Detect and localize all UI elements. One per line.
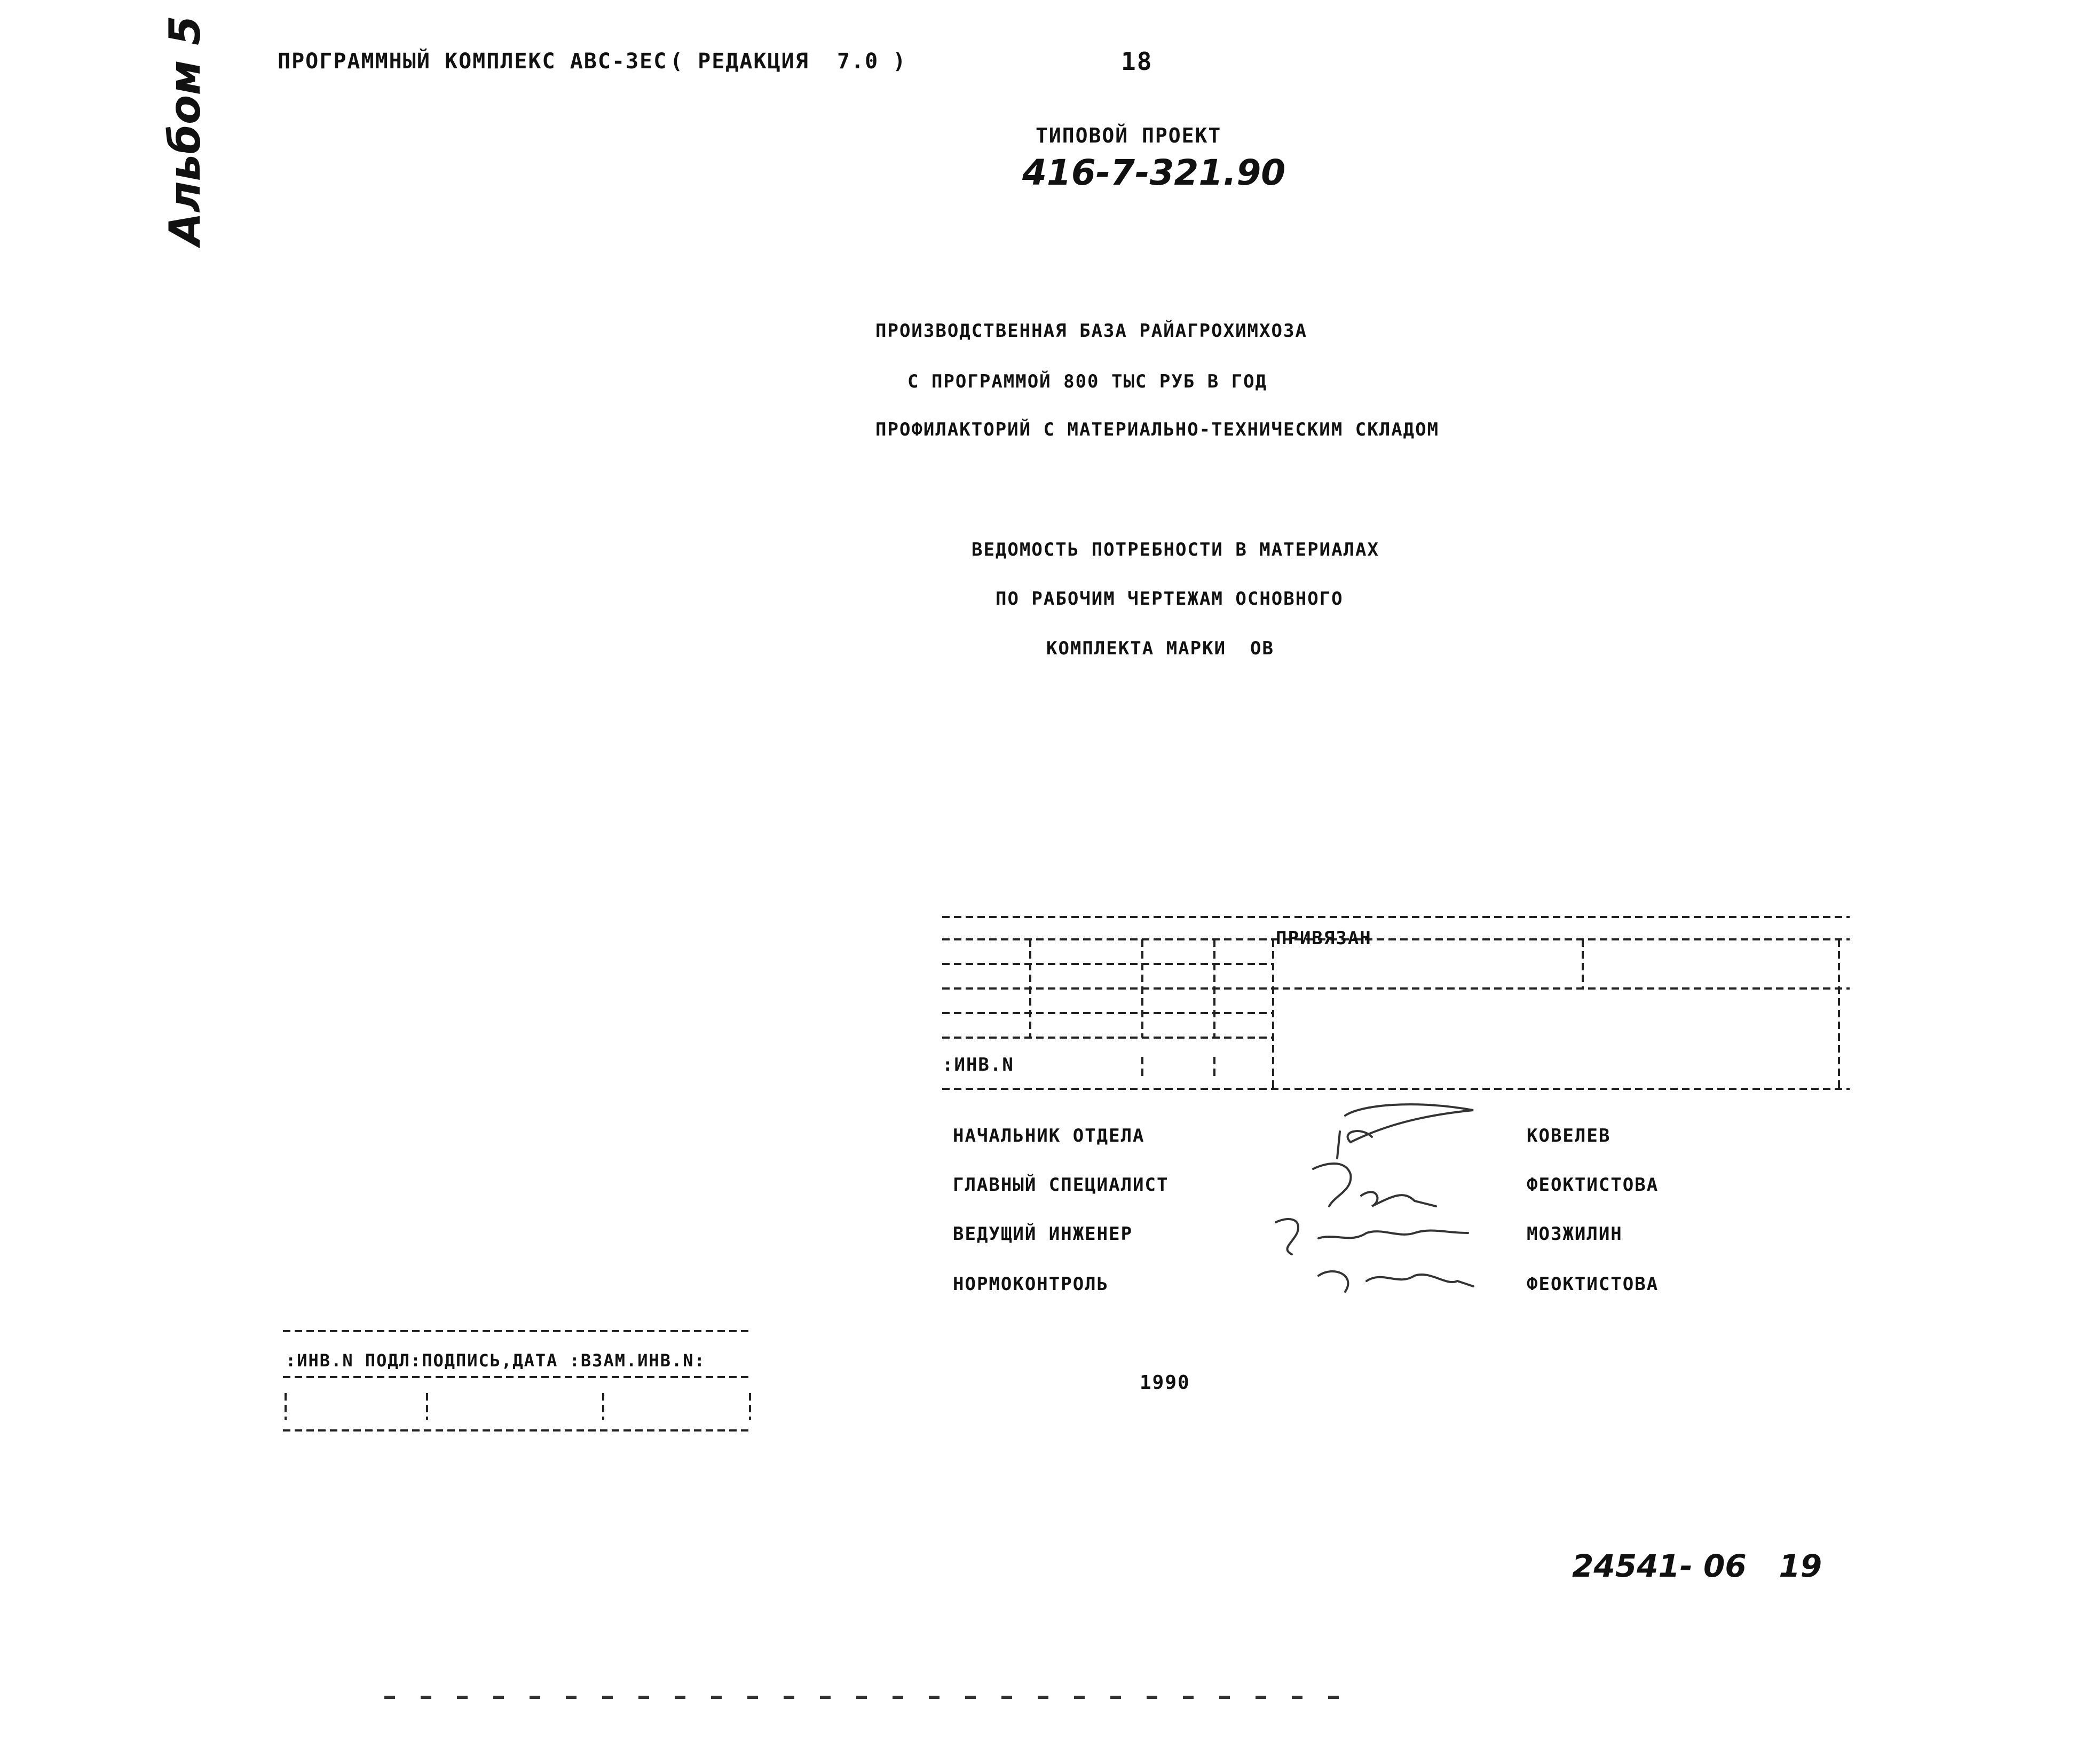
title-line-2: С ПРОГРАММОЙ 800 ТЫС РУБ В ГОД <box>907 371 1268 392</box>
signatory-name: ФЕОКТИСТОВА <box>1527 1174 1659 1196</box>
subtitle-line-2: ПО РАБОЧИМ ЧЕРТЕЖАМ ОСНОВНОГО <box>996 588 1344 610</box>
signatory-name: КОВЕЛЕВ <box>1527 1125 1611 1146</box>
page-number: 18 <box>1121 47 1153 76</box>
subtitle-line-3: КОМПЛЕКТА МАРКИ ОВ <box>1046 638 1274 659</box>
album-label: Альбом 5 <box>160 15 210 246</box>
project-number: 416-7-321.90 <box>1022 152 1286 193</box>
subtitle-line-1: ВЕДОМОСТЬ ПОТРЕБНОСТИ В МАТЕРИАЛАХ <box>972 539 1379 560</box>
project-caption: ТИПОВОЙ ПРОЕКТ <box>1036 124 1222 147</box>
stamp-table-header: :ИНВ.N ПОДЛ:ПОДПИСЬ,ДАТА :ВЗАМ.ИНВ.N: <box>286 1350 706 1371</box>
title-line-1: ПРОИЗВОДСТВЕННАЯ БАЗА РАЙАГРОХИМХОЗА <box>875 320 1307 342</box>
inventory-number-label: :ИНВ.N <box>942 1054 1014 1075</box>
signatory-role: НАЧАЛЬНИК ОТДЕЛА <box>953 1125 1145 1146</box>
privyazan-label: ПРИВЯЗАН <box>1276 928 1372 949</box>
signature-1-stroke <box>1337 1132 1340 1158</box>
signature-1 <box>1345 1104 1473 1142</box>
signatory-role: НОРМОКОНТРОЛЬ <box>953 1274 1109 1295</box>
signature-2 <box>1313 1164 1436 1206</box>
document-number: 24541- 06 19 <box>1572 1548 1822 1584</box>
title-line-3: ПРОФИЛАКТОРИЙ С МАТЕРИАЛЬНО-ТЕХНИЧЕСКИМ СКЛАДОМ <box>875 419 1440 440</box>
signature-3 <box>1276 1219 1468 1254</box>
signatory-role: ВЕДУЩИЙ ИНЖЕНЕР <box>953 1223 1133 1245</box>
program-title: ПРОГРАММНЫЙ КОМПЛЕКС АВС-3ЕС <box>278 49 668 74</box>
signatory-name: МОЗЖИЛИН <box>1527 1223 1623 1245</box>
stamp-table-grid <box>283 1329 753 1436</box>
bottom-dashed-line <box>384 1692 1345 1703</box>
edition-label: ( РЕДАКЦИЯ 7.0 ) <box>670 49 907 74</box>
reference-table-grid <box>942 913 1850 1100</box>
signature-4 <box>1319 1271 1473 1292</box>
year: 1990 <box>1140 1372 1190 1394</box>
handwritten-signatures <box>1244 1100 1511 1313</box>
signatory-name: ФЕОКТИСТОВА <box>1527 1274 1659 1295</box>
signatory-role: ГЛАВНЫЙ СПЕЦИАЛИСТ <box>953 1174 1169 1196</box>
reference-table <box>942 913 1850 1100</box>
